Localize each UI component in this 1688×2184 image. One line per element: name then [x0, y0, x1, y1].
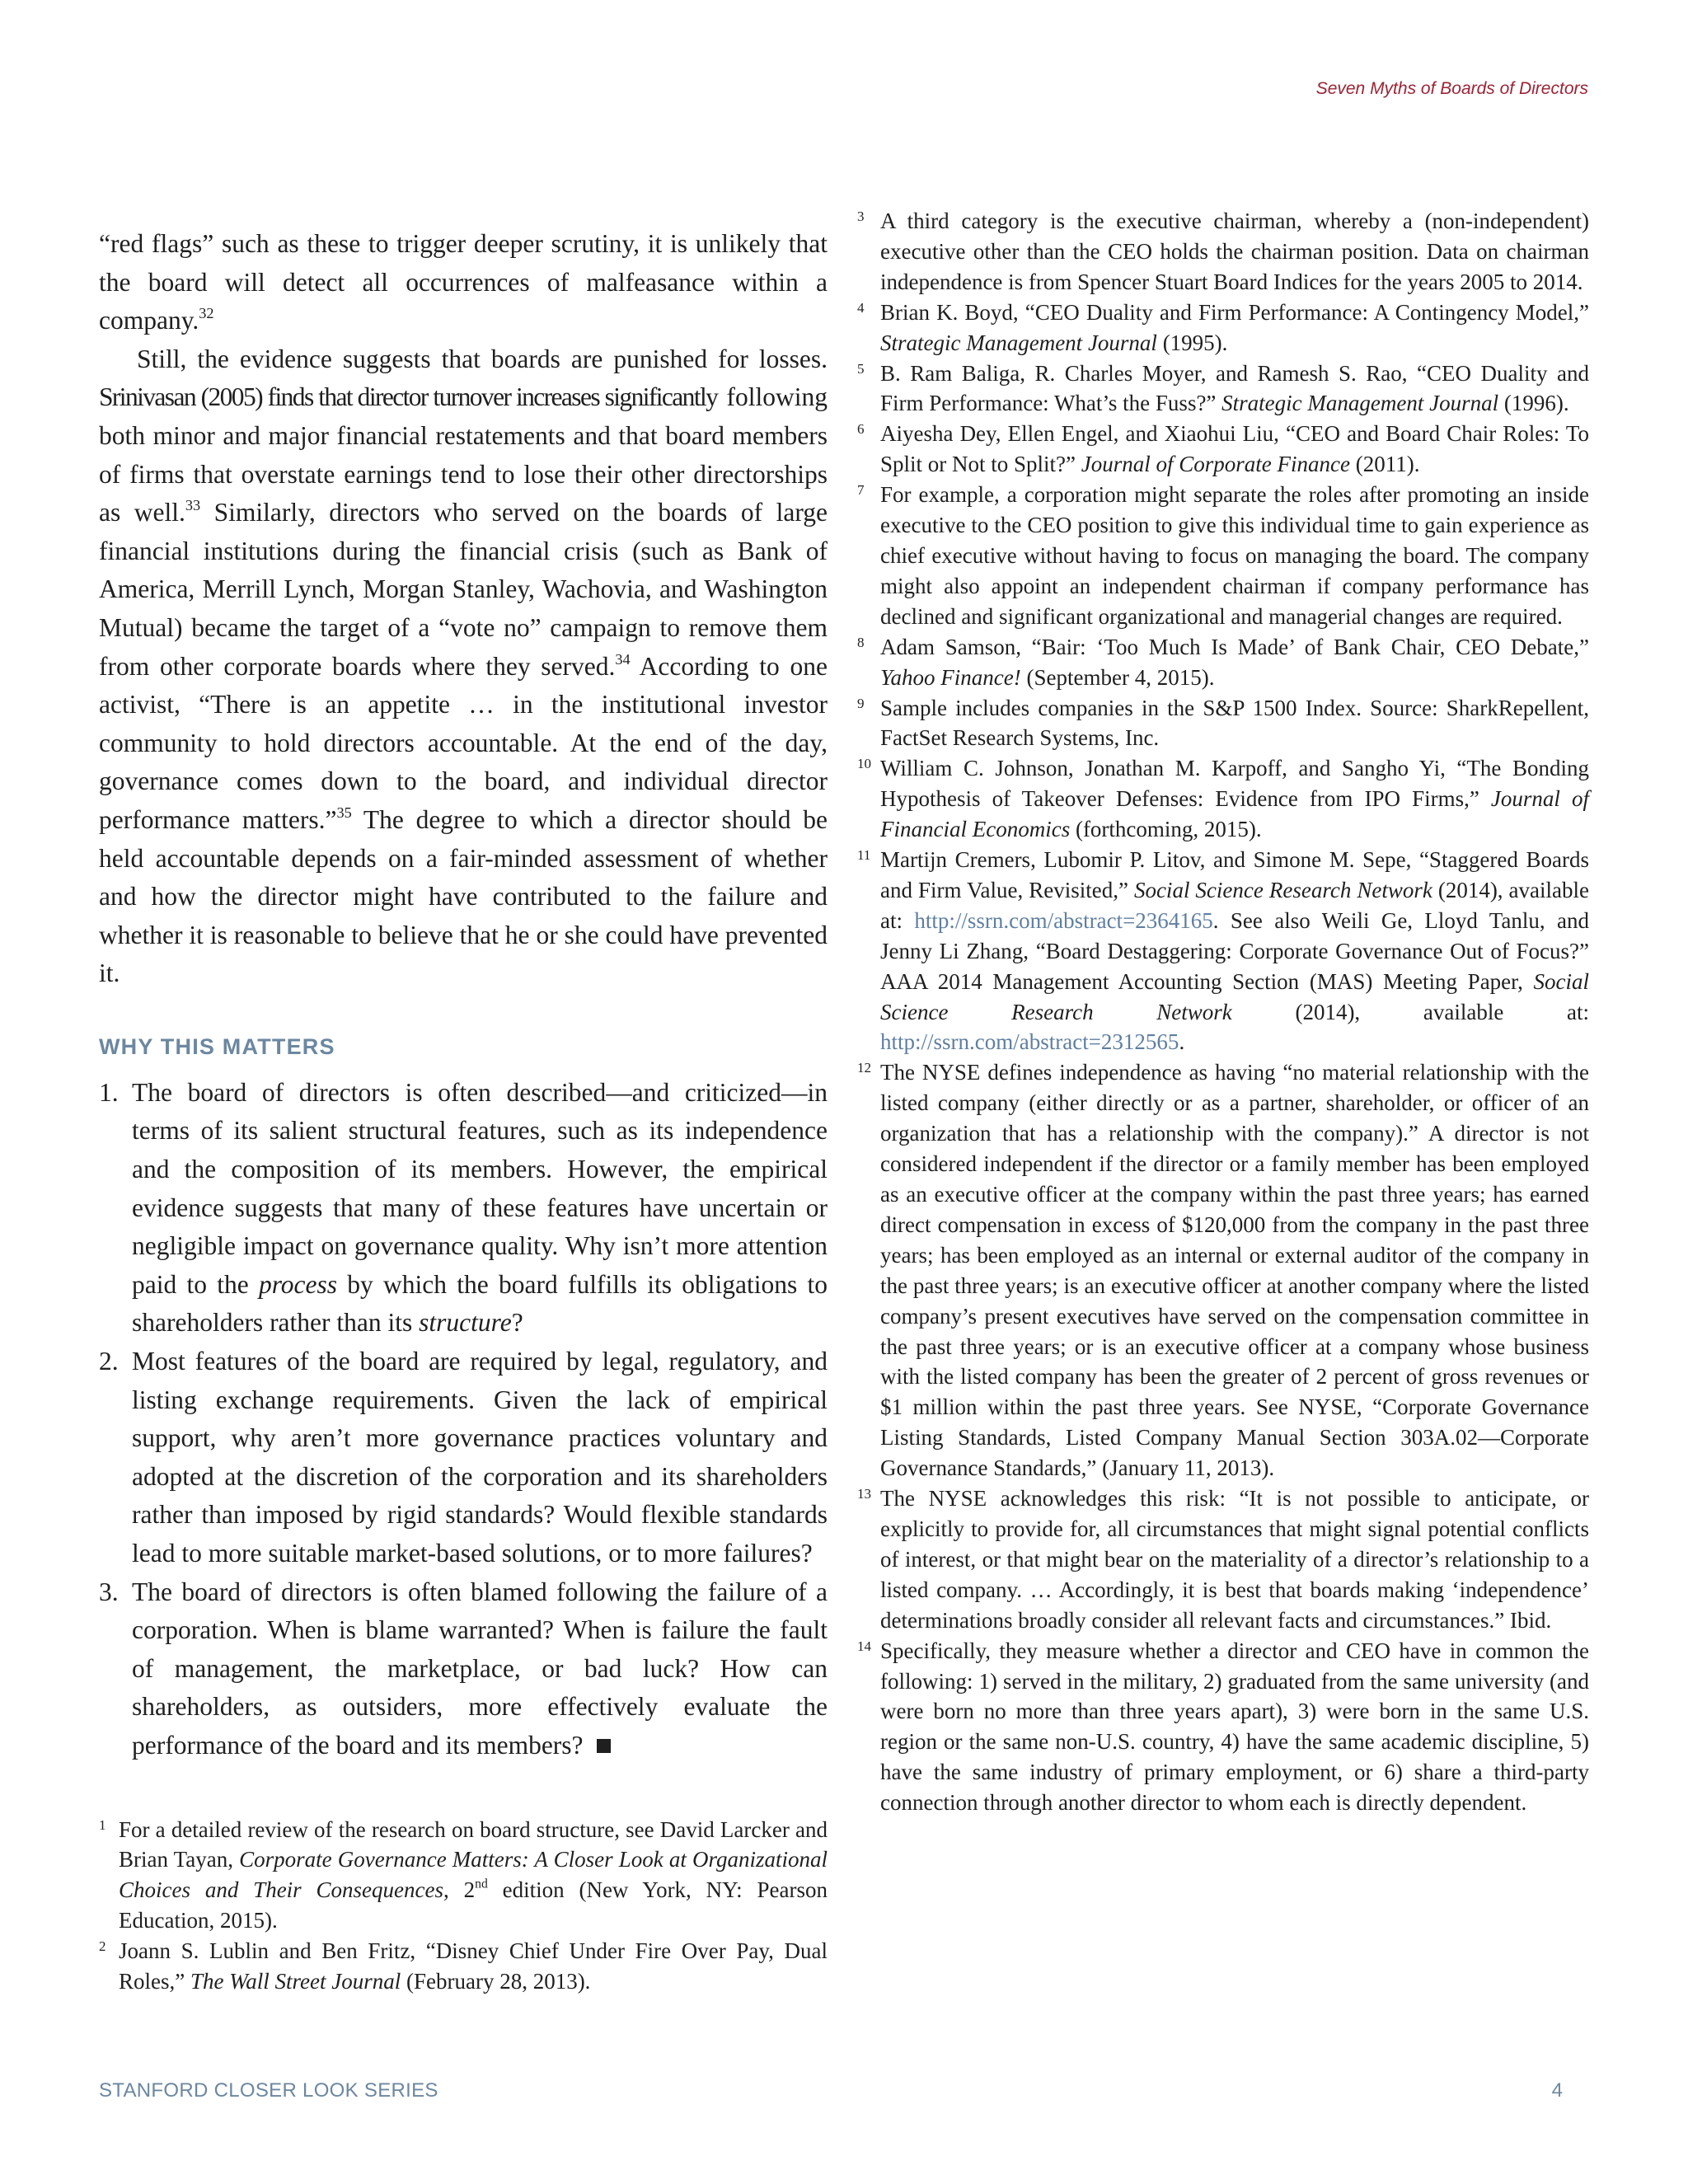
footnotes-left	[99, 1815, 828, 1997]
footnote-5: 5 B. Ram Baliga, R. Charles Moyer, and Ramesh S. Rao, “CEO Duality and Firm Performance: What’s the Fuss?” Strategic Management Journal (1996).	[857, 360, 1589, 416]
footnote-1: 1 For a detailed review of the research on board structure, see David Larcker and Brian Tayan, Corporate Governance Matters: A Closer Look at Organizational Choices and Their Consequences, 2nd edition (New York, NY: Pearson Education, 2015).	[99, 1816, 828, 1933]
ssrn-link-2364165[interactable]: http://ssrn.com/abstract=2364165	[914, 907, 1213, 933]
footnote-12: 12 The NYSE defines independence as having “no material relationship with the listed company (either directly or as a partner, shareholder, or officer of an organization that has a relationship with the company).” A director is not considered independent if the director or a family member has been employed as an executive officer at the company within the past three years; has earned direct compensation in excess of $120,000 from the company in the past three years; has been employed as an internal or external auditor of the company in the past three years; is an executive officer at another company where the listed company’s present executives have served on the compensation committee in the past three years; or is an executive officer at a company whose business with the listed company has been the greater of 2 percent of gross revenues or $1 million within the past three years. See NYSE, “Corporate Governance Listing Standards, Listed Company Manual Section 303A.02—Corporate Governance Standards,” (January 11, 2013).	[857, 1060, 1589, 1481]
discussion-questions	[99, 1074, 828, 1765]
footnote-6: 6 Aiyesha Dey, Ellen Engel, and Xiaohui Liu, “CEO and Board Chair Roles: To Split or Not to Split?” Journal of Corporate Finance (2011).	[857, 421, 1589, 477]
running-title: Seven Myths of Boards of Directors	[1315, 79, 1588, 98]
footnote-2: 2 Joann S. Lublin and Ben Fritz, “Disney Chief Under Fire Over Pay, Dual Roles,” The Wall Street Journal (February 28, 2013).	[99, 1938, 828, 1994]
endnote-ref-34: 34	[615, 650, 631, 668]
body-paragraph-1: “red flags” such as these to trigger deeper scrutiny, it is unlikely that the board will detect all occurrences of malfeasance within a company.$^{32}$	[99, 229, 828, 335]
page-number: 4	[1551, 2079, 1563, 2102]
endnote-ref-32: 32	[199, 305, 214, 322]
footnote-14: 14 Specifically, they measure whether a director and CEO have in common the following: 1) served in the military, 2) graduated from the same university (and were born no more than three years apart), 3) were born in the same U.S. region or the same non-U.S. country, 4) have the same academic discipline, 5) have the same industry of primary employment, or 6) share a third-party connection through another director to whom each is directly dependent.	[857, 1638, 1589, 1816]
footnote-8: 8 Adam Samson, “Bair: ‘Too Much Is Made’ of Bank Chair, CEO Debate,” Yahoo Finance! (September 4, 2015).	[857, 634, 1589, 690]
question-3: 3. The board of directors is often blamed following the failure of a corporation. When is blame warranted? When is failure the fault of management, the marketplace, or bad luck? How can shareholders, as outsiders, more effectively evaluate the performance of the board and its members?	[99, 1577, 828, 1760]
question-1: 1. The board of directors is often described—and criticized—in terms of its salient structural features, such as its independence and the composition of its members. However, the empirical evidence suggests that many of these features have uncertain or negligible impact on governance quality. Why isn’t more attention paid to the process by which the board fulfills its obligations to shareholders rather than its structure?	[99, 1077, 828, 1338]
endnote-ref-35: 35	[336, 804, 352, 821]
section-heading: WHY THIS MATTERS	[99, 1033, 335, 1059]
endnote-ref-33: 33	[185, 497, 201, 514]
footnote-13: 13 The NYSE acknowledges this risk: “It is not possible to anticipate, or explicitly to provide for, all circumstances that might signal potential conflicts of interest, or that might bear on the materiality of a director’s relationship to a listed company. … Accordingly, it is best that boards making ‘independence’ determinations broadly consider all relevant facts and circumstances.” Ibid.	[857, 1486, 1589, 1633]
left-column	[99, 225, 828, 1997]
footnote-10: 10 William C. Johnson, Jonathan M. Karpoff, and Sangho Yi, “The Bonding Hypothesis of Takeover Defenses: Evidence from IPO Firms,” Journal of Financial Economics (forthcoming, 2015).	[857, 756, 1590, 842]
series-name: STANFORD CLOSER LOOK SERIES	[99, 2079, 438, 2102]
right-column	[857, 206, 1589, 1818]
body-paragraph-2: Still, the evidence suggests that boards are punished for losses. Srinivasan (2005) finds that director turnover increases significantly following both minor and major financial restatements and that board members of firms that overstate earnings tend to lose their other directorships as well.$^{33}$ Similarly, directors who served on the boards of large financial institutions during the financial crisis (such as Bank of America, Merrill Lynch, Morgan Stanley, Wachovia, and Washington Mutual) became the target of a “vote no” campaign to remove them from other corporate boards where they served.$^{34}$ According to one activist, “There is an appetite … in the institutional investor community to hold directors accountable. At the end of the day, governance comes down to the board, and individual director performance matters.”$^{35}$ The degree to which a director should be held accountable depends on a fair-minded assessment of whether and how the director might have contributed to the failure and whether it is reasonable to believe that he or she could have prevented it.	[99, 344, 828, 988]
footnote-7: 7 For example, a corporation might separate the roles after promoting an inside executive to the CEO position to give this individual time to gain experience as chief executive without having to focus on managing the board. The company might also appoint an independent chairman if company performance has declined and significant organizational and managerial changes are required.	[857, 482, 1589, 629]
footnote-4: 4 Brian K. Boyd, “CEO Duality and Firm Performance: A Contingency Model,” Strategic Management Journal (1995).	[857, 299, 1589, 355]
ssrn-link-2312565[interactable]: http://ssrn.com/abstract=2312565	[880, 1029, 1179, 1055]
question-2: 2. Most features of the board are required by legal, regulatory, and listing exchange requirements. Given the lack of empirical support, why aren’t more governance practices voluntary and adopted at the discretion of the corporation and its shareholders rather than imposed by rigid standards? Would flexible standards lead to more suitable market-based solutions, or to more failures?	[99, 1347, 828, 1568]
footnote-9: 9 Sample includes companies in the S&P 1500 Index. Source: SharkRepellent, FactSet Research Systems, Inc.	[857, 695, 1589, 751]
footnote-3: 3 A third category is the executive chairman, whereby a (non-independent) executive other than the CEO holds the chairman position. Data on chairman independence is from Spencer Stuart Board Indices for the years 2005 to 2014.	[857, 209, 1589, 294]
end-mark-icon	[597, 1739, 611, 1753]
footnote-11: 11 Martijn Cremers, Lubomir P. Litov, and Simone M. Sepe, “Staggered Boards and Firm Value, Revisited,” Social Science Research Network (2014), available at: http://ssrn.com/abstract=2364165. See also Weili Ge, Lloyd Tanlu, and Jenny Li Zhang, “Board Destaggering: Corporate Governance Out of Focus?” AAA 2014 Management Accounting Section (MAS) Meeting Paper, Social Science Research Network (2014), available at: http://ssrn.com/abstract=2312565.	[857, 847, 1589, 1055]
